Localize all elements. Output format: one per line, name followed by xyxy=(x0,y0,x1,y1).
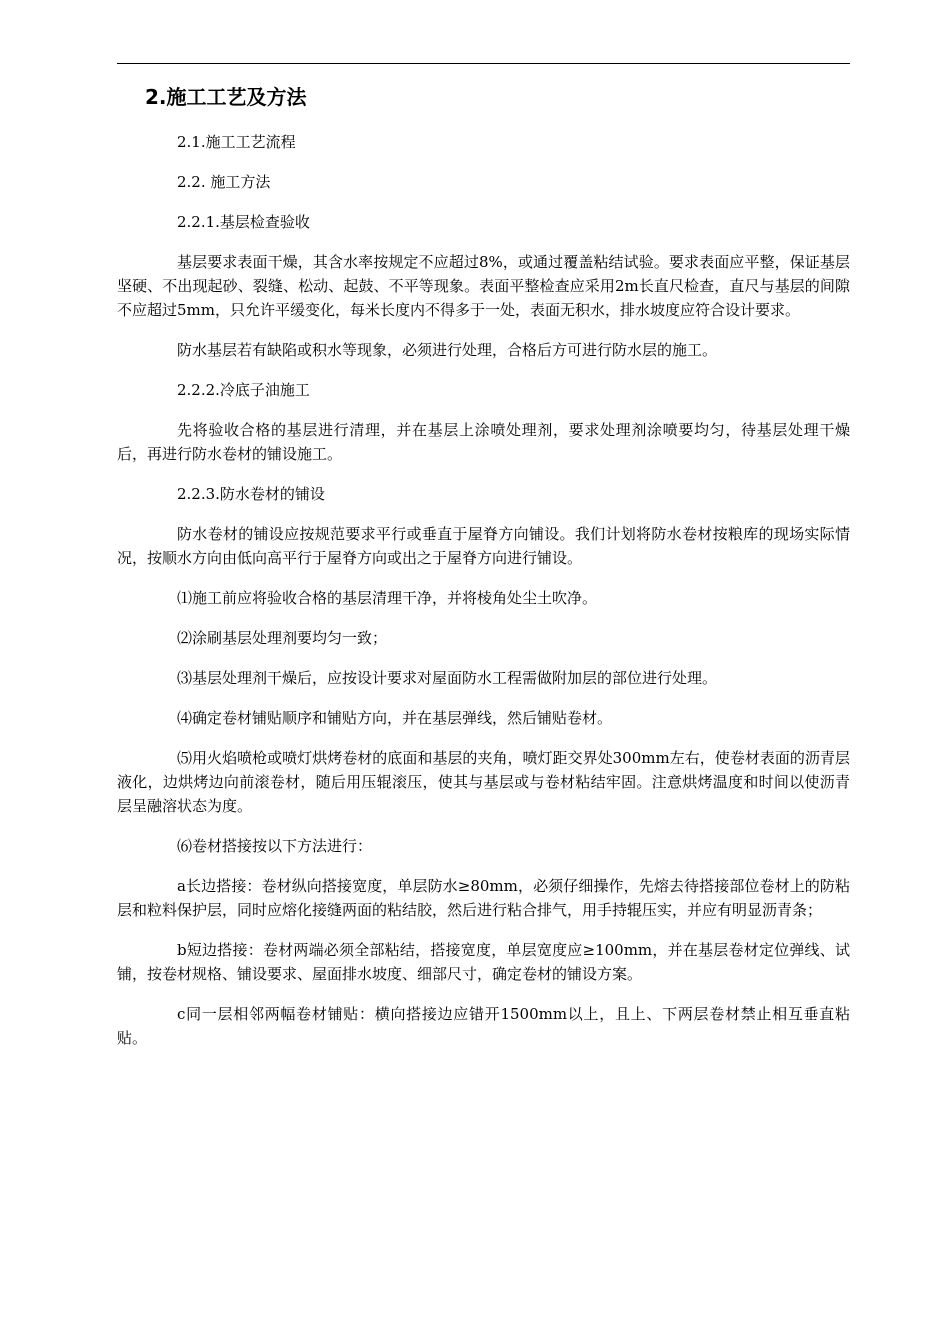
item-b-short-edge: b短边搭接：卷材两端必须全部粘结，搭接宽度，单层宽度应≥100mm，并在基层卷材定位弹线、试铺，按卷材规格、铺设要求、屋面排水坡度、细部尺寸，确定卷材的铺设方案。 xyxy=(117,941,850,983)
document-body xyxy=(117,80,850,1050)
paragraph-primer: 先将验收合格的基层进行清理，并在基层上涂喷处理剂，要求处理剂涂喷要均匀，待基层处理干燥后，再进行防水卷材的铺设施工。 xyxy=(117,421,850,463)
step-1: ⑴施工前应将验收合格的基层清理干净，并将棱角处尘土吹净。 xyxy=(177,589,598,607)
item-c-adjacent: c同一层相邻两幅卷材铺贴：横向搭接边应错开1500mm以上，且上、下两层卷材禁止相互垂直粘贴。 xyxy=(117,1005,850,1047)
heading-2-2-1: 2.2.1.基层检查验收 xyxy=(177,213,310,231)
heading-2-2: 2.2. 施工方法 xyxy=(177,173,271,191)
item-a-long-edge: a长边搭接：卷材纵向搭接宽度，单层防水≥80mm，必须仔细操作，先熔去待搭接部位卷材上的防粘层和粒料保护层，同时应熔化接缝两面的粘结胶，然后进行粘合排气，用手持辊压实，并应有明显沥青条； xyxy=(117,877,850,919)
paragraph-membrane-laying: 防水卷材的铺设应按规范要求平行或垂直于屋脊方向铺设。我们计划将防水卷材按粮库的现场实际情况，按顺水方向由低向高平行于屋脊方向或出之于屋脊方向进行铺设。 xyxy=(117,525,850,567)
step-2: ⑵涂刷基层处理剂要均匀一致； xyxy=(177,629,388,647)
step-6: ⑹卷材搭接按以下方法进行： xyxy=(177,837,373,855)
heading-2-2-2: 2.2.2.冷底子油施工 xyxy=(177,381,310,399)
step-5: ⑸用火焰喷枪或喷灯烘烤卷材的底面和基层的夹角，喷灯距交界处300mm左右，使卷材表面的沥青层液化，边烘烤边向前滚卷材，随后用压辊滚压，使其与基层或与卷材粘结牢固。注意烘烤温度和时间以使沥青层呈融溶状态为度。 xyxy=(117,749,850,815)
paragraph-base-defects: 防水基层若有缺陷或积水等现象，必须进行处理，合格后方可进行防水层的施工。 xyxy=(177,341,718,359)
section-title: 2.施工工艺及方法 xyxy=(145,85,307,109)
header-rule xyxy=(117,63,850,64)
heading-2-2-3: 2.2.3.防水卷材的铺设 xyxy=(177,485,325,503)
paragraph-base-requirements: 基层要求表面干燥，其含水率按规定不应超过8%，或通过覆盖粘结试验。要求表面应平整，保证基层坚硬、不出现起砂、裂缝、松动、起鼓、不平等现象。表面平整检查应采用2m长直尺检查，直尺与基层的间隙不应超过5mm，只允许平缓变化，每米长度内不得多于一处，表面无积水，排水坡度应符合设计要求。 xyxy=(117,253,850,319)
step-4: ⑷确定卷材铺贴顺序和铺贴方向，并在基层弹线，然后铺贴卷材。 xyxy=(177,709,613,727)
heading-2-1: 2.1.施工工艺流程 xyxy=(177,133,296,151)
step-3: ⑶基层处理剂干燥后，应按设计要求对屋面防水工程需做附加层的部位进行处理。 xyxy=(177,669,718,687)
